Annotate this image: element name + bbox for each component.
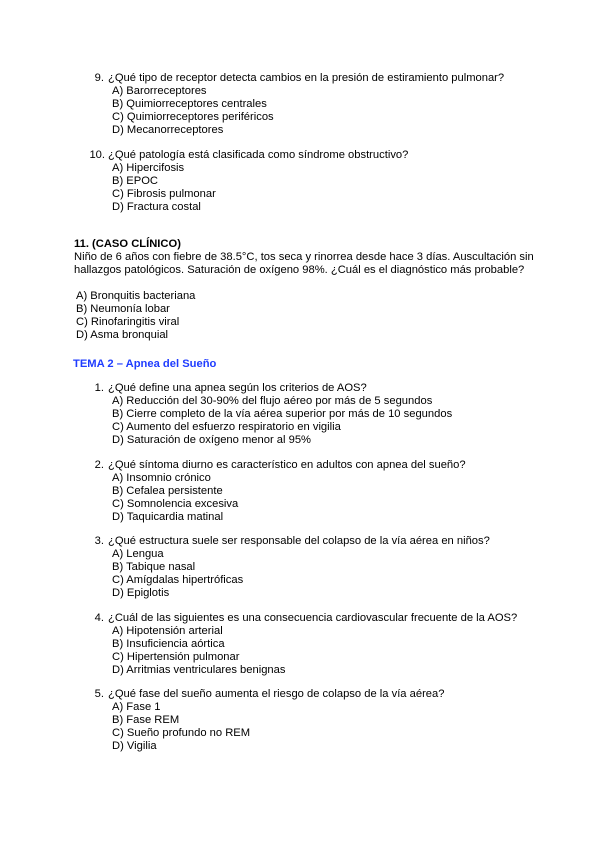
option-d: D) Epiglotis [112,587,170,599]
option-d: D) Vigilia [112,740,157,752]
question-number: 10. [89,149,105,161]
option-a: A) Barorreceptores [112,85,207,97]
question-text: ¿Qué síntoma diurno es característico en adultos con apnea del sueño? [108,459,466,471]
option-a: A) Hipercifosis [112,162,185,174]
clinical-case [74,238,534,277]
option-b: B) Insuficiencia aórtica [112,638,225,650]
option-a: A) Insomnio crónico [112,472,211,484]
option-b: B) Cierre completo de la vía aérea superior por más de 10 segundos [112,408,453,420]
case-option-a: A) Bronquitis bacteriana [76,290,196,302]
option-c: C) Sueño profundo no REM [112,727,251,739]
case-text: Niño de 6 años con fiebre de 38.5°C, tos seca y rinorrea desde hace 3 días. Auscultación sin hallazgos patológicos. Saturación de oxígeno 98%. ¿Cuál es el diagnóstico más probable? [74,251,534,276]
option-a: A) Hipotensión arterial [112,625,223,637]
question-number: 2. [94,459,104,471]
question-text: ¿Qué estructura suele ser responsable del colapso de la vía aérea en niños? [108,535,490,547]
case-option-d: D) Asma bronquial [76,329,169,341]
option-b: B) Tabique nasal [112,561,196,573]
option-b: B) Quimiorreceptores centrales [112,98,267,110]
option-d: D) Taquicardia matinal [112,511,224,523]
option-c: C) Amígdalas hipertróficas [112,574,244,586]
option-d: D) Arritmias ventriculares benignas [112,664,286,676]
question-text: ¿Qué tipo de receptor detecta cambios en la presión de estiramiento pulmonar? [108,72,505,84]
option-c: C) Hipertensión pulmonar [112,651,240,663]
option-d: D) Fractura costal [112,201,201,213]
option-a: A) Lengua [112,548,164,560]
section-title: TEMA 2 – Apnea del Sueño [73,358,217,370]
question-number: 3. [94,535,104,547]
option-c: C) Fibrosis pulmonar [112,188,216,200]
option-d: D) Saturación de oxígeno menor al 95% [112,434,312,446]
case-option-c: C) Rinofaringitis viral [76,316,180,328]
question-text: ¿Qué patología está clasificada como síndrome obstructivo? [108,149,409,161]
question-number: 9. [94,72,104,84]
question-number: 5. [94,688,104,700]
option-c: C) Aumento del esfuerzo respiratorio en vigilia [112,421,341,433]
option-b: B) Cefalea persistente [112,485,223,497]
case-title: 11. (CASO CLÍNICO) [74,238,181,250]
option-c: C) Somnolencia excesiva [112,498,239,510]
option-a: A) Fase 1 [112,701,161,713]
option-c: C) Quimiorreceptores periféricos [112,111,274,123]
option-b: B) EPOC [112,175,159,187]
question-text: ¿Qué define una apnea según los criterios de AOS? [108,382,367,394]
question-number: 4. [94,612,104,624]
question-text: ¿Cuál de las siguientes es una consecuencia cardiovascular frecuente de la AOS? [108,612,518,624]
option-d: D) Mecanorreceptores [112,124,224,136]
question-text: ¿Qué fase del sueño aumenta el riesgo de colapso de la vía aérea? [108,688,445,700]
option-a: A) Reducción del 30-90% del flujo aéreo por más de 5 segundos [112,395,433,407]
case-option-b: B) Neumonía lobar [76,303,170,315]
option-b: B) Fase REM [112,714,180,726]
question-number: 1. [94,382,104,394]
